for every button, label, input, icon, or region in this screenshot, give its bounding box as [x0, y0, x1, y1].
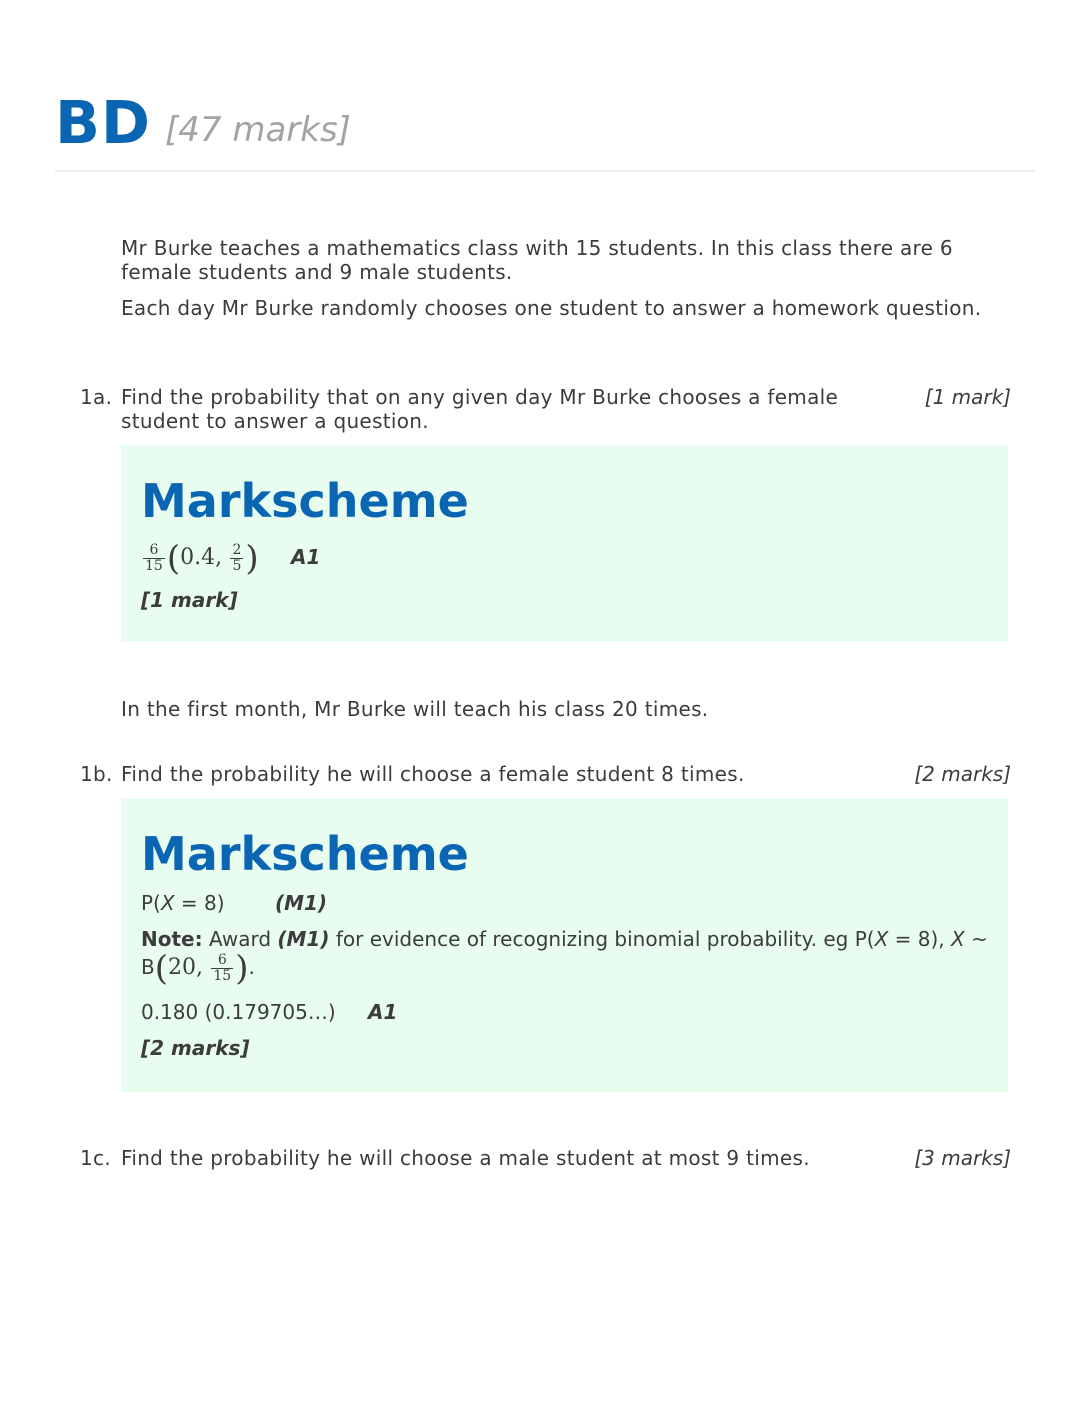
award-mark: A1	[290, 545, 321, 569]
question-number-1a: 1a.	[80, 385, 113, 409]
decimal-answer: 0.4,	[180, 545, 223, 570]
question-number-1c: 1c.	[80, 1146, 111, 1170]
markscheme-total: [2 marks]	[141, 1036, 250, 1060]
markscheme-heading: Markscheme	[141, 474, 469, 528]
question-text-1a: Find the probability that on any given day Mr Burke chooses a female student to answer a question.	[121, 385, 839, 433]
fraction-6-15: $\frac{6}{15}$	[213, 952, 232, 984]
markscheme-line-1: P(X = 8) (M1)	[141, 891, 328, 915]
award-mark: (M1)	[274, 891, 328, 915]
question-text-1c: Find the probability he will choose a male student at most 9 times.	[121, 1146, 810, 1170]
page-header	[55, 86, 1035, 172]
markscheme-line-3: 0.180 (0.179705…) A1	[141, 1000, 398, 1024]
page-title: BD	[55, 88, 151, 157]
markscheme-note: Note: Award (M1) for evidence of recognizing binomial probability. eg P(X = 8), X ~ B(20, $\frac{6}{15}$ ).	[141, 927, 988, 989]
note-label: Note:	[141, 927, 203, 951]
markscheme-box-1b	[121, 798, 1008, 1092]
award-mark: A1	[368, 1000, 398, 1024]
question-number-1b: 1b.	[80, 762, 113, 786]
markscheme-total: [1 mark]	[141, 588, 238, 612]
fraction-6-15: $\frac{6}{15}$	[145, 542, 163, 574]
markscheme-heading: Markscheme	[141, 827, 469, 881]
intro-paragraph-2: Each day Mr Burke randomly chooses one student to answer a homework question.	[121, 296, 982, 320]
question-text-1b: Find the probability he will choose a female student 8 times.	[121, 762, 745, 786]
total-marks: [47 marks]	[165, 110, 351, 150]
question-marks-1c: [3 marks]	[914, 1146, 1011, 1170]
markscheme-box-1a	[121, 445, 1008, 642]
intro-paragraph-1: Mr Burke teaches a mathematics class with 15 students. In this class there are 6 female students and 9 male students.	[121, 236, 953, 284]
markscheme-answer-line: $\frac{6}{15}$ (0.4, $\frac{2}{5}$ ) A1	[145, 538, 321, 579]
fraction-2-5: $\frac{2}{5}$	[232, 542, 242, 574]
question-marks-1a: [1 mark]	[924, 385, 1011, 409]
context-paragraph: In the first month, Mr Burke will teach his class 20 times.	[121, 697, 709, 721]
question-marks-1b: [2 marks]	[914, 762, 1011, 786]
